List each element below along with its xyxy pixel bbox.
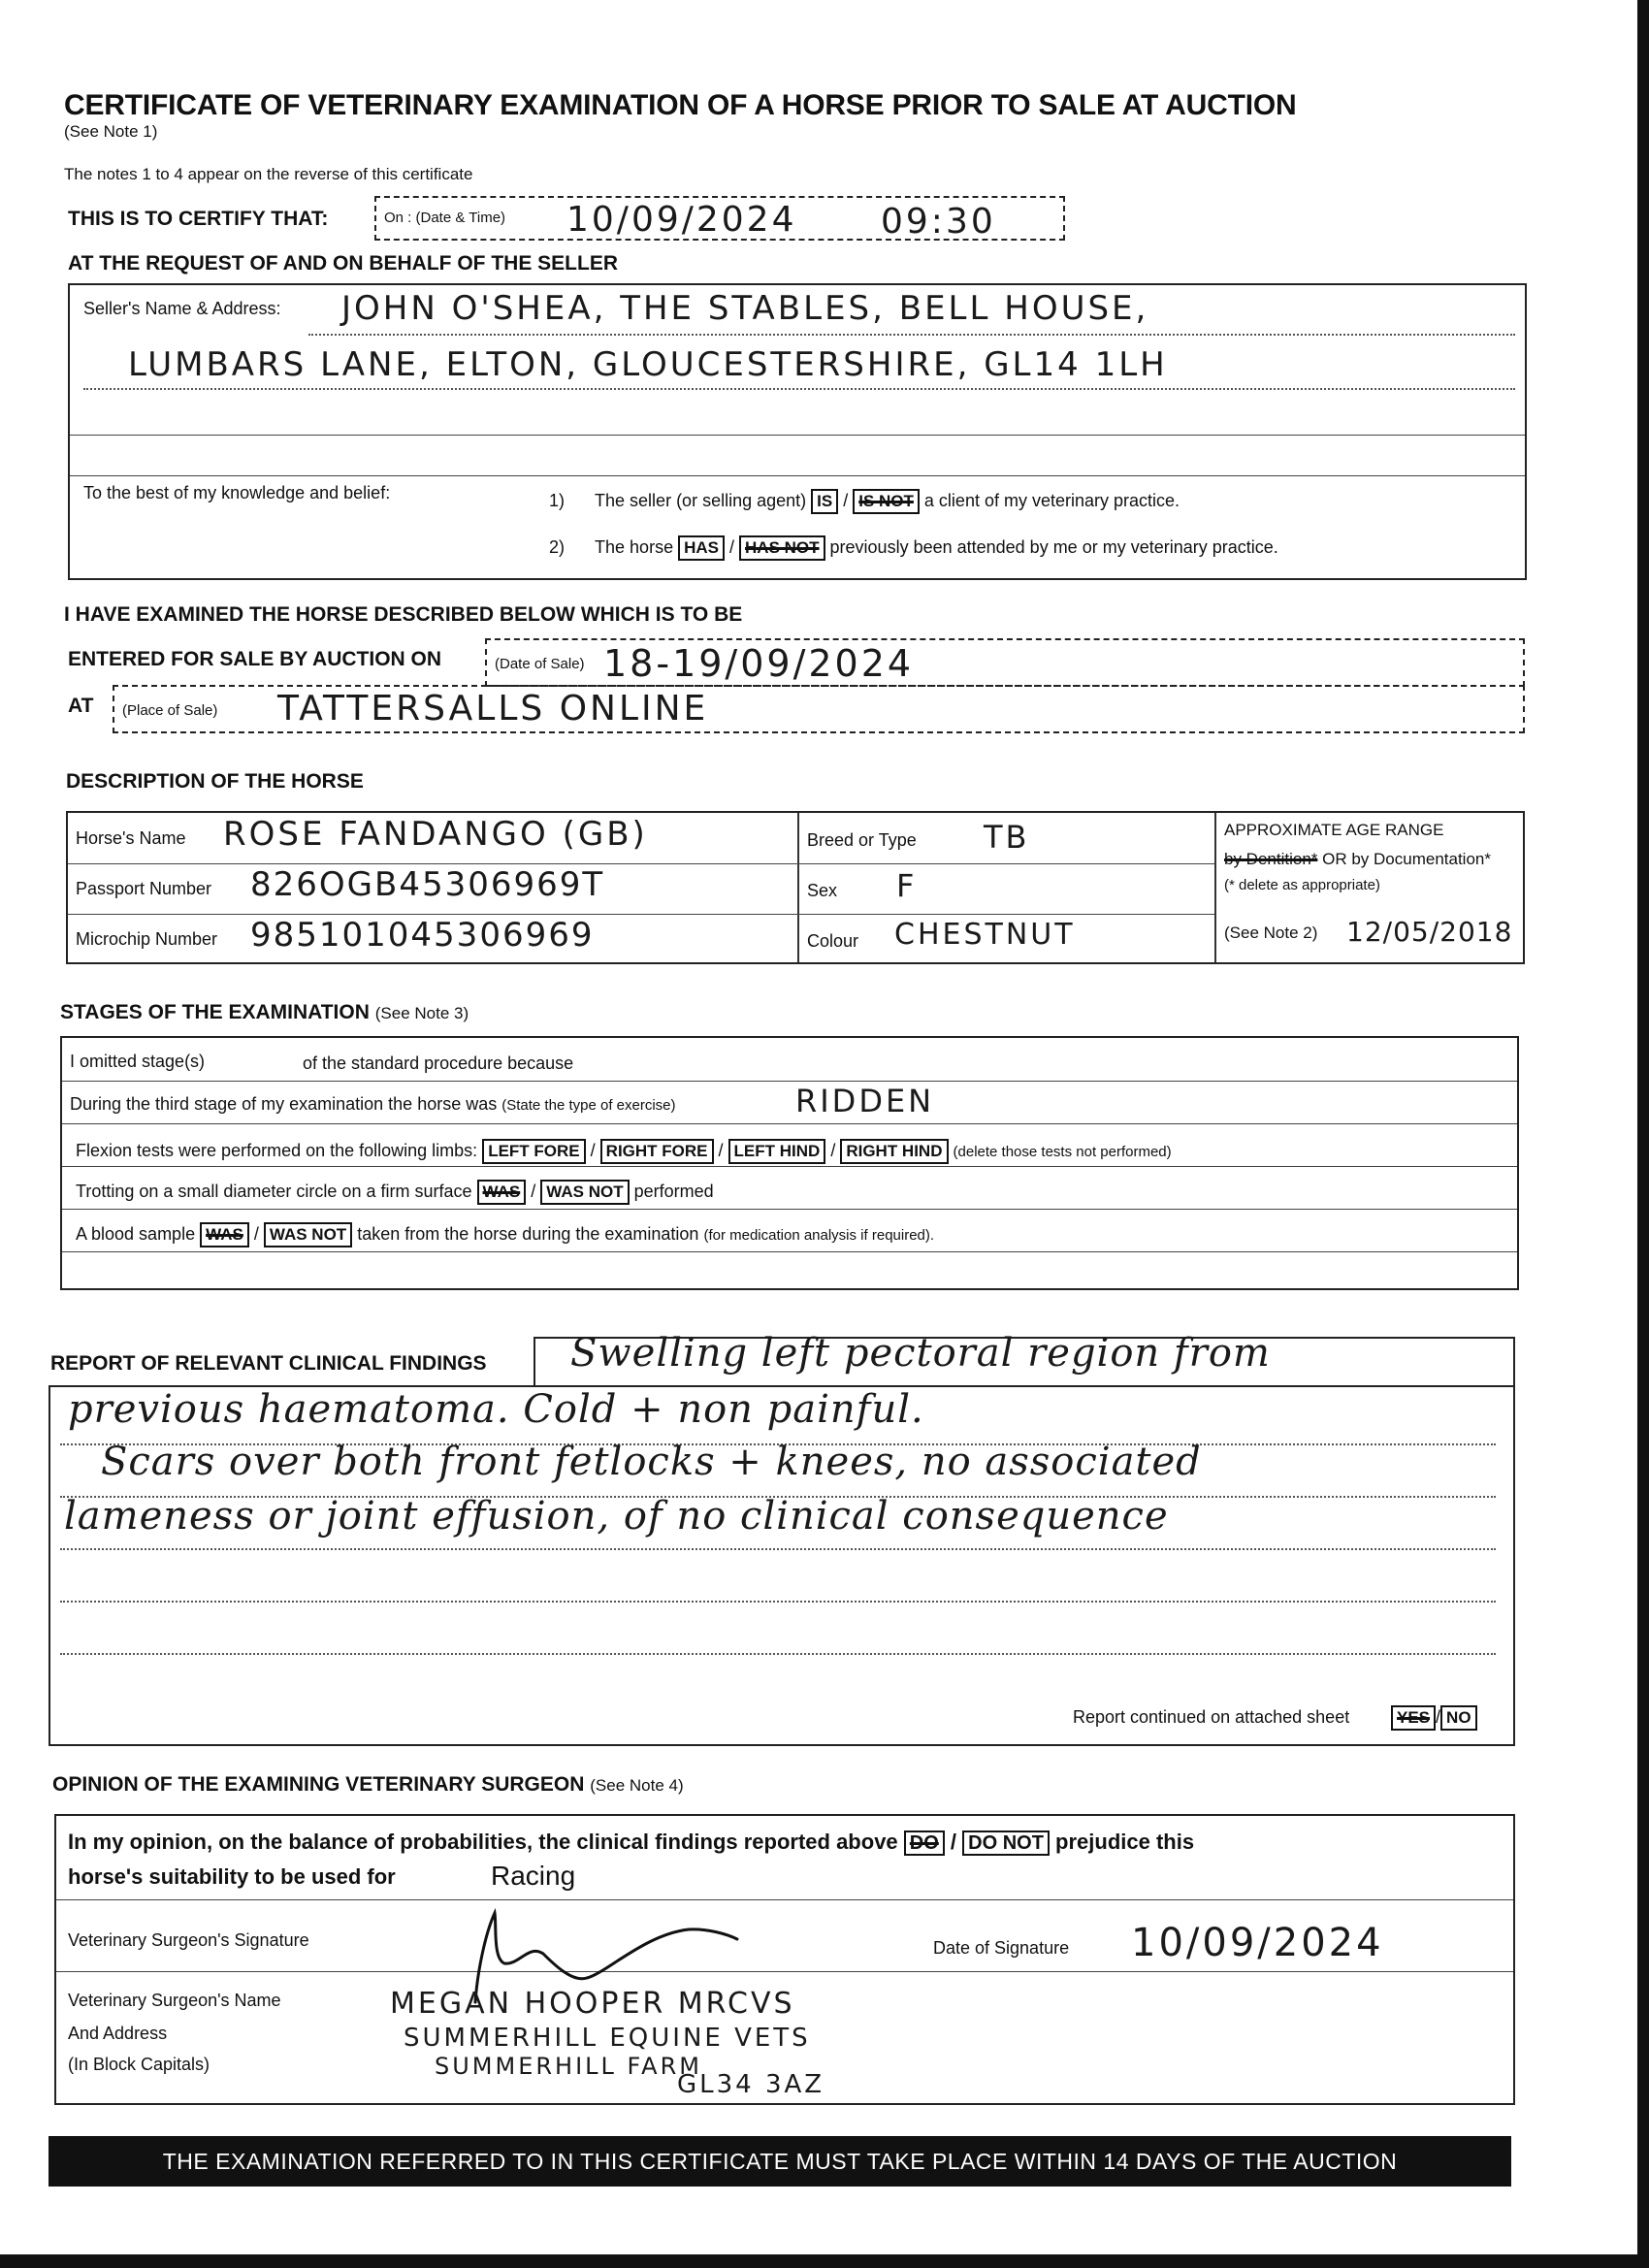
seller-address-line2[interactable]: LUMBARS LANE, ELTON, GLOUCESTERSHIRE, GL14 1LH xyxy=(128,345,1168,384)
is-option[interactable]: IS xyxy=(811,489,838,514)
date-of-signature-value[interactable]: 10/09/2024 xyxy=(1131,1921,1384,1965)
signature-label: Veterinary Surgeon's Signature xyxy=(68,1930,309,1950)
horse-section-title: DESCRIPTION OF THE HORSE xyxy=(66,770,364,793)
flexion-line: Flexion tests were performed on the following limbs: LEFT FORE / RIGHT FORE / LEFT HIND / RIGHT HIND (delete those tests not performed) xyxy=(76,1139,1172,1164)
opinion-see-note: (See Note 4) xyxy=(590,1776,684,1795)
colour-value[interactable]: CHESTNUT xyxy=(894,918,1076,952)
continued-yes-option[interactable]: YES xyxy=(1391,1705,1436,1731)
knowledge-label: To the best of my knowledge and belief: xyxy=(83,483,391,502)
findings-section-title: REPORT OF RELEVANT CLINICAL FINDINGS xyxy=(50,1352,487,1375)
third-stage-label: During the third stage of my examination the horse was xyxy=(70,1094,498,1114)
has-option[interactable]: HAS xyxy=(678,535,725,561)
vet-address-line2[interactable]: SUMMERHILL FARM xyxy=(435,2053,702,2080)
scan-edge-right xyxy=(1637,0,1649,2268)
exam-time-value: 09:30 xyxy=(881,202,996,242)
trotting-label: Trotting on a small diameter circle on a firm surface xyxy=(76,1182,472,1201)
item1-number: 1) xyxy=(549,491,566,510)
opinion-statement-post: prejudice this xyxy=(1055,1830,1195,1854)
continued-no-option[interactable]: NO xyxy=(1440,1705,1477,1731)
blood-label: A blood sample xyxy=(76,1224,196,1244)
opinion-do-option[interactable]: DO xyxy=(904,1831,945,1856)
trot-was-option[interactable]: WAS xyxy=(477,1180,527,1205)
continued-label: Report continued on attached sheet xyxy=(1073,1707,1350,1727)
age-see-note-2: (See Note 2) xyxy=(1224,923,1318,942)
age-delete-note: (* delete as appropriate) xyxy=(1224,877,1380,893)
trotting-line: Trotting on a small diameter circle on a firm surface WAS / WAS NOT performed xyxy=(76,1180,714,1205)
date-of-sale-label: (Date of Sale) xyxy=(495,656,585,672)
item2-text: The horse xyxy=(595,537,674,557)
date-time-field[interactable] xyxy=(374,196,1065,241)
third-stage-hint: (State the type of exercise) xyxy=(501,1097,676,1114)
certify-label: THIS IS TO CERTIFY THAT: xyxy=(68,208,329,230)
omitted-label: I omitted stage(s) xyxy=(70,1052,206,1071)
opinion-section-title xyxy=(52,1773,684,1797)
age-date-value[interactable]: 12/05/2018 xyxy=(1346,916,1513,948)
blood-was-not-option[interactable]: WAS NOT xyxy=(264,1222,352,1247)
third-stage-value[interactable]: RIDDEN xyxy=(795,1083,935,1119)
omitted-post: of the standard procedure because xyxy=(303,1053,574,1073)
vet-name-label: Veterinary Surgeon's Name xyxy=(68,1991,281,2010)
passport-label: Passport Number xyxy=(76,879,212,898)
item1-post: a client of my veterinary practice. xyxy=(923,491,1180,510)
vet-address-line1[interactable]: SUMMERHILL EQUINE VETS xyxy=(404,2024,811,2053)
findings-line-3[interactable]: Scars over both front fetlocks + knees, no associated xyxy=(101,1440,1202,1484)
stages-title-text: STAGES OF THE EXAMINATION xyxy=(60,1001,370,1023)
stages-box xyxy=(60,1036,1519,1290)
limb-right-hind[interactable]: RIGHT HIND xyxy=(840,1139,948,1164)
age-documentation-text: OR by Documentation* xyxy=(1322,850,1491,868)
breed-label: Breed or Type xyxy=(807,830,917,850)
limb-left-fore[interactable]: LEFT FORE xyxy=(482,1139,585,1164)
blood-sample-line: A blood sample WAS / WAS NOT taken from the horse during the examination (for medication analysis if required). xyxy=(76,1222,934,1247)
opinion-statement: In my opinion, on the balance of probabilities, the clinical findings reported above DO / DO NOT prejudice this xyxy=(68,1830,1195,1854)
trot-was-not-option[interactable]: WAS NOT xyxy=(540,1180,629,1205)
item2-post: previously been attended by me or my veterinary practice. xyxy=(829,537,1278,557)
flexion-note: (delete those tests not performed) xyxy=(953,1144,1172,1160)
vet-address-line3[interactable]: GL34 3AZ xyxy=(677,2070,825,2099)
stages-see-note: (See Note 3) xyxy=(374,1004,469,1022)
request-line: AT THE REQUEST OF AND ON BEHALF OF THE SELLER xyxy=(68,252,618,275)
on-label: On : (Date & Time) xyxy=(384,210,506,226)
horse-name-value[interactable]: ROSE FANDANGO (GB) xyxy=(223,815,648,854)
date-of-signature-label: Date of Signature xyxy=(933,1938,1070,1958)
passport-value[interactable]: 826OGB45306969T xyxy=(250,865,605,904)
breed-value[interactable]: TB xyxy=(984,819,1030,856)
blood-note: (for medication analysis if required). xyxy=(703,1227,935,1244)
suitability-label: horse's suitability to be used for xyxy=(68,1864,396,1889)
item2-number: 2) xyxy=(549,537,566,557)
findings-line-2[interactable]: previous haematoma. Cold + non painful. xyxy=(68,1387,924,1432)
seller-address-line1[interactable]: JOHN O'SHEA, THE STABLES, BELL HOUSE, xyxy=(341,289,1149,328)
seller-name-label: Seller's Name & Address: xyxy=(83,299,281,318)
notes-line: The notes 1 to 4 appear on the reverse of this certificate xyxy=(64,165,473,183)
limb-left-hind[interactable]: LEFT HIND xyxy=(728,1139,826,1164)
microchip-label: Microchip Number xyxy=(76,929,218,949)
opinion-box xyxy=(54,1814,1515,2105)
is-not-option[interactable]: IS NOT xyxy=(853,489,920,514)
place-of-sale-label: (Place of Sale) xyxy=(122,702,218,719)
age-range-title: APPROXIMATE AGE RANGE xyxy=(1224,821,1444,839)
seller-client-line: 1) The seller (or selling agent) IS / IS NOT a client of my veterinary practice. xyxy=(549,489,1180,514)
horse-name-label: Horse's Name xyxy=(76,828,186,848)
age-dentition-text: by Dentition* xyxy=(1224,850,1318,868)
suitability-value[interactable]: Racing xyxy=(491,1861,576,1891)
blood-post: taken from the horse during the examination xyxy=(357,1224,699,1244)
horse-description-table xyxy=(66,811,1525,964)
opinion-statement-pre: In my opinion, on the balance of probabilities, the clinical findings reported above xyxy=(68,1830,898,1854)
date-of-sale-field[interactable] xyxy=(485,638,1525,687)
place-of-sale-value: TATTERSALLS ONLINE xyxy=(277,689,709,729)
third-stage-line xyxy=(70,1094,676,1115)
item1-text: The seller (or selling agent) xyxy=(595,491,807,510)
sex-label: Sex xyxy=(807,881,838,900)
sex-value[interactable]: F xyxy=(896,867,918,904)
entered-label: ENTERED FOR SALE BY AUCTION ON xyxy=(68,648,442,670)
examined-line: I HAVE EXAMINED THE HORSE DESCRIBED BELOW WHICH IS TO BE xyxy=(64,603,743,626)
continued-options: YES / NO xyxy=(1391,1705,1477,1731)
findings-line-4[interactable]: lameness or joint effusion, of no clinical consequence xyxy=(64,1494,1169,1539)
age-by-dentition xyxy=(1224,850,1491,869)
flexion-label: Flexion tests were performed on the following limbs: xyxy=(76,1141,478,1160)
stages-section-title xyxy=(60,1001,469,1024)
footer-banner: THE EXAMINATION REFERRED TO IN THIS CERTIFICATE MUST TAKE PLACE WITHIN 14 DAYS OF THE AUCTION xyxy=(48,2136,1511,2187)
horse-attended-line: 2) The horse HAS / HAS NOT previously been attended by me or my veterinary practice. xyxy=(549,535,1278,561)
vet-address-label: And Address xyxy=(68,2024,168,2043)
seller-box xyxy=(68,283,1527,580)
place-of-sale-field[interactable] xyxy=(113,685,1525,733)
block-capitals-label: (In Block Capitals) xyxy=(68,2055,210,2074)
at-label: AT xyxy=(68,695,94,717)
colour-label: Colour xyxy=(807,931,859,951)
microchip-value[interactable]: 985101045306969 xyxy=(250,916,595,955)
scan-edge-bottom xyxy=(0,2254,1649,2268)
blood-was-option[interactable]: WAS xyxy=(200,1222,249,1247)
date-of-sale-value: 18-19/09/2024 xyxy=(603,642,915,685)
exam-date-value: 10/09/2024 xyxy=(566,200,797,240)
limb-right-fore[interactable]: RIGHT FORE xyxy=(600,1139,714,1164)
opinion-title-text: OPINION OF THE EXAMINING VETERINARY SURGEON xyxy=(52,1773,585,1796)
trot-post: performed xyxy=(633,1182,714,1201)
certificate-title: CERTIFICATE OF VETERINARY EXAMINATION OF A HORSE PRIOR TO SALE AT AUCTION xyxy=(64,89,1297,121)
opinion-do-not-option[interactable]: DO NOT xyxy=(962,1831,1050,1856)
see-note-1: (See Note 1) xyxy=(64,122,158,141)
has-not-option[interactable]: HAS NOT xyxy=(739,535,825,561)
vet-name-value[interactable]: MEGAN HOOPER MRCVS xyxy=(390,1987,795,2021)
findings-line-1[interactable]: Swelling left pectoral region from xyxy=(570,1331,1271,1376)
